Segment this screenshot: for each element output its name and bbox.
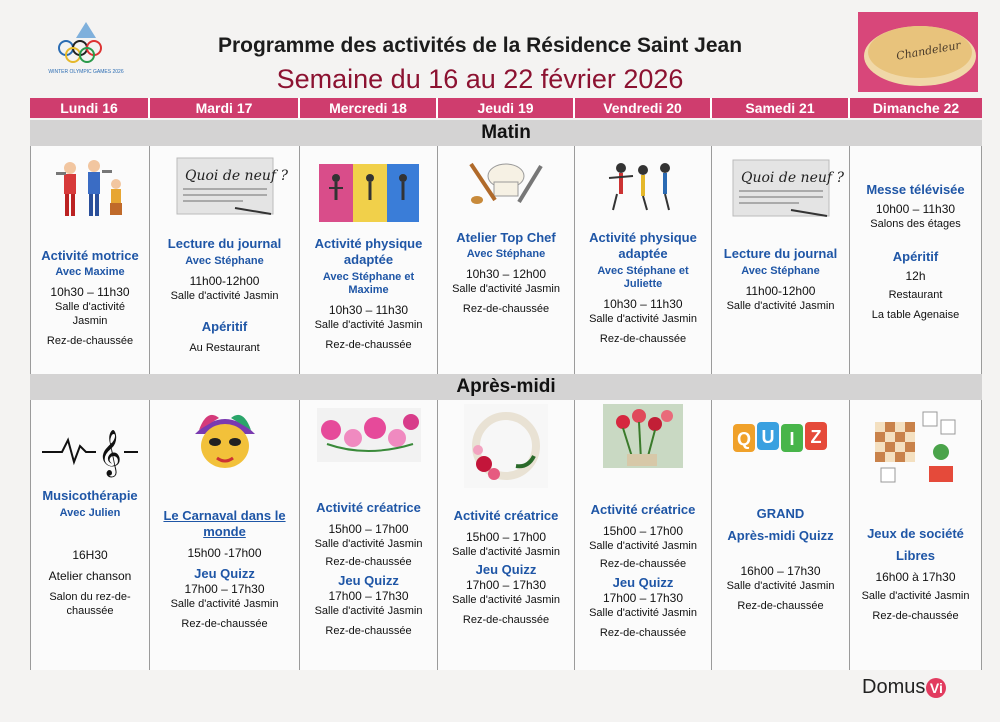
quiz-room: Salle d'activité Jasmin xyxy=(589,607,697,619)
activity-room: Salle d'activité xyxy=(55,301,125,313)
day-monday: Lundi 16 xyxy=(30,98,150,118)
activity-floor: Rez-de-chaussée xyxy=(599,558,687,570)
aperitif-title: Apéritif xyxy=(201,319,248,334)
afternoon-sunday xyxy=(850,400,982,670)
quiz-floor: Rez-de-chaussée xyxy=(325,625,412,637)
afternoon-tuesday xyxy=(150,400,300,670)
activity-floor: Rez-de-chaussée xyxy=(325,556,412,568)
activity-room: Salle d'activité Jasmin xyxy=(589,540,697,552)
aperitif-place: Restaurant xyxy=(888,289,943,301)
afternoon-friday xyxy=(575,400,712,670)
day-tuesday: Mardi 17 xyxy=(150,98,300,118)
activity-name: Atelier chanson xyxy=(48,569,132,583)
quiz-title: Jeu Quizz xyxy=(194,566,255,581)
activity-room: Salle d'activité Jasmin xyxy=(314,538,423,550)
aperitif-restaurant: La table Agenaise xyxy=(871,309,960,321)
quiz-title: Jeu Quizz xyxy=(475,562,537,577)
activity-host: Avec Stéphane xyxy=(741,265,820,277)
logo-text: WINTER OLYMPIC GAMES 2026 xyxy=(48,69,124,75)
activity-time: 11h00-12h00 xyxy=(189,274,260,288)
aperitif-title: Apéritif xyxy=(892,249,939,264)
activity-title: Jeux de société xyxy=(867,526,964,541)
activity-host: Avec Stéphane xyxy=(185,255,264,267)
activity-host: Avec Stéphane et Maxime xyxy=(322,271,415,296)
morning-wednesday xyxy=(300,146,438,374)
day-saturday: Samedi 21 xyxy=(712,98,850,118)
aperitif-time: 12h xyxy=(905,269,926,283)
section-afternoon: Après-midi xyxy=(30,374,982,400)
activity-time: 11h00-12h00 xyxy=(745,284,816,298)
quiz-room: Salle d'activité Jasmin xyxy=(314,605,423,617)
fitness-people-icon xyxy=(44,156,136,225)
activity-title: Musicothérapie xyxy=(42,488,138,503)
activity-time: 16h00 à 17h30 xyxy=(875,570,956,584)
activity-title: Activité physique adaptée xyxy=(589,230,697,261)
activity-host: Avec Maxime xyxy=(55,266,125,278)
activity-title: Activité créatrice xyxy=(590,502,696,517)
quiz-time: 17h00 – 17h30 xyxy=(328,589,409,603)
morning-friday xyxy=(575,146,712,374)
morning-saturday xyxy=(712,146,850,374)
newspaper-icon xyxy=(731,156,844,225)
quiz-time: 17h00 – 17h30 xyxy=(602,591,684,605)
activity-title: Activité motrice xyxy=(41,248,139,263)
activity-title: GRAND xyxy=(756,506,805,521)
chef-hat-icon xyxy=(461,156,551,221)
activity-time: 15h00 – 17h00 xyxy=(328,522,409,536)
activity-room: Salle d'activité Jasmin xyxy=(170,290,279,302)
activity-room: Salon du rez-de- xyxy=(49,591,131,603)
board-games-icon xyxy=(871,406,961,495)
quiz-icon xyxy=(731,418,831,467)
activity-room: Salle d'activité Jasmin xyxy=(452,546,560,558)
activity-floor: Rez-de-chaussée xyxy=(599,333,687,345)
day-thursday: Jeudi 19 xyxy=(438,98,575,118)
afternoon-thursday xyxy=(438,400,575,670)
newspaper-text: Quoi de neuf ? xyxy=(184,168,288,184)
brand-name: Domus xyxy=(862,676,926,698)
week-subtitle: Semaine du 16 au 22 février 2026 xyxy=(276,64,684,94)
activity-room: Salle d'activité Jasmin xyxy=(314,319,423,331)
section-morning: Matin xyxy=(30,120,982,146)
activity-title: Atelier Top Chef xyxy=(456,230,556,245)
svg-text:𝄞: 𝄞 xyxy=(98,430,122,476)
morning-sunday xyxy=(850,146,982,374)
music-clef-icon xyxy=(40,424,140,479)
activity-time: 10h30 – 12h00 xyxy=(465,267,547,281)
day-wednesday: Mercredi 18 xyxy=(300,98,438,118)
activity-host: Avec Stéphane xyxy=(466,248,546,260)
activity-title: Lecture du journal xyxy=(723,246,838,261)
quiz-title: Jeu Quizz xyxy=(338,573,399,588)
activity-time: 15h00 – 17h00 xyxy=(465,530,547,544)
day-friday: Vendredi 20 xyxy=(575,98,712,118)
activity-time: 15h00 – 17h00 xyxy=(602,524,684,538)
quiz-title: Jeu Quizz xyxy=(612,575,674,590)
activity-time: 10h30 – 11h30 xyxy=(603,297,683,311)
carnival-mask-icon xyxy=(185,404,265,483)
activity-title-2: Libres xyxy=(895,548,935,563)
quiz-floor: Rez-de-chaussée xyxy=(462,614,550,626)
quiz-time: 17h00 – 17h30 xyxy=(465,578,547,592)
activity-room: Salle d'activité Jasmin xyxy=(170,598,279,610)
activity-title: Le Carnaval dans le xyxy=(163,508,286,523)
afternoon-monday xyxy=(30,400,150,670)
activity-room: Salle d'activité Jasmin xyxy=(452,283,560,295)
activity-host: Avec Stéphane et Juliette xyxy=(597,265,689,290)
exercise-group-icon xyxy=(603,156,683,219)
activity-title: Lecture du journal xyxy=(167,236,282,251)
activity-time: 10h30 – 11h30 xyxy=(328,303,409,317)
olympic-logo xyxy=(50,18,122,82)
flower-wreath-icon xyxy=(464,404,548,493)
activity-title: Messe télévisée xyxy=(866,182,965,197)
activity-room-2: chaussée xyxy=(66,605,114,617)
day-sunday: Dimanche 22 xyxy=(850,98,982,118)
quiz-letter-u: U xyxy=(761,427,774,447)
activity-floor: Rez-de-chaussée xyxy=(325,339,412,351)
activity-time: 10h30 – 11h30 xyxy=(50,285,130,299)
domusvi-logo xyxy=(862,676,946,699)
page-title: Programme des activités de la Résidence Saint Jean xyxy=(217,34,743,57)
aperitif-place: Au Restaurant xyxy=(189,342,260,354)
activity-time: 16h00 – 17h30 xyxy=(740,564,821,578)
activity-room: Salle d'activité Jasmin xyxy=(589,313,697,325)
paper-flowers-icon xyxy=(317,408,421,467)
quiz-letter-q: Q xyxy=(736,429,751,449)
brand-mark: Vi xyxy=(926,678,946,698)
activity-title-2: Après-midi Quizz xyxy=(727,528,834,543)
activity-title: Activité créatrice xyxy=(316,500,421,515)
activity-title: Activité créatrice xyxy=(453,508,559,523)
activity-time: 10h00 – 11h30 xyxy=(875,202,956,216)
afternoon-saturday xyxy=(712,400,850,670)
morning-tuesday xyxy=(150,146,300,374)
quiz-room: Salle d'activité Jasmin xyxy=(452,594,560,606)
activity-room: Salons des étages xyxy=(870,218,961,230)
tulips-icon xyxy=(603,404,683,473)
activity-host: Avec Julien xyxy=(59,507,121,519)
day-header-row xyxy=(30,98,982,118)
activity-room: Salle d'activité Jasmin xyxy=(726,300,835,312)
morning-grid xyxy=(30,146,982,374)
activity-floor: Rez-de-chaussée xyxy=(181,618,268,630)
activity-floor: Rez-de-chaussée xyxy=(462,303,550,315)
crepe-image xyxy=(858,12,978,92)
quiz-floor: Rez-de-chaussée xyxy=(599,627,687,639)
afternoon-grid xyxy=(30,400,982,670)
activity-title: Activité physique adaptée xyxy=(314,236,423,267)
exercise-icon xyxy=(319,164,419,227)
quiz-letter-z: Z xyxy=(810,427,821,447)
quiz-letter-i: I xyxy=(788,429,795,449)
activity-time: 16H30 xyxy=(72,548,108,562)
activity-floor: Rez-de-chaussée xyxy=(872,610,959,622)
afternoon-wednesday xyxy=(300,400,438,670)
morning-thursday xyxy=(438,146,575,374)
quiz-time: 17h00 – 17h30 xyxy=(184,582,265,596)
activity-title-2: monde xyxy=(203,524,246,539)
morning-monday xyxy=(30,146,150,374)
activity-time: 15h00 -17h00 xyxy=(187,546,262,560)
activity-room: Salle d'activité Jasmin xyxy=(726,580,835,592)
activity-floor: Rez-de-chaussée xyxy=(737,600,824,612)
newspaper-icon xyxy=(175,154,288,223)
newspaper-text: Quoi de neuf ? xyxy=(740,170,844,186)
activity-floor: Rez-de-chaussée xyxy=(46,335,134,347)
crepe-text: Chandeleur xyxy=(895,38,962,63)
activity-room-name: Jasmin xyxy=(72,315,108,327)
activity-room: Salle d'activité Jasmin xyxy=(861,590,970,602)
